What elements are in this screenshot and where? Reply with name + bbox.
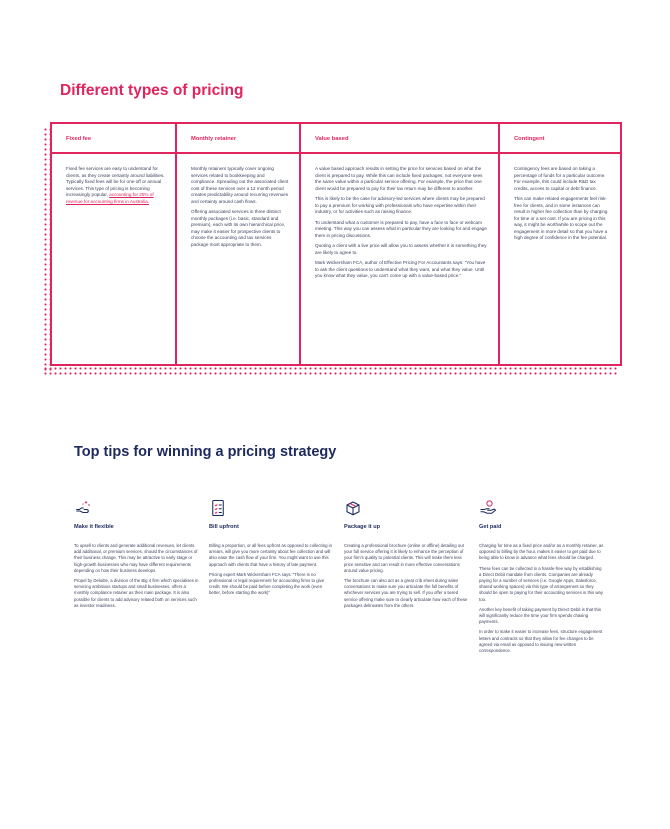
tip-body [344,543,469,609]
paragraph: Billing a proportion, or all fees upfront as opposed to collecting in arrears, will give you more certainty about fee collection and will also ease the cash flow of your firm. You might want to use this approach with clients that have a history of late payment. [209,543,333,567]
paragraph: Propel by Deloitte, a division of the Big 4 firm which specialises in servicing ambitious startups and small businesses, offers a monthly compliance retainer as their main package. It is also possible for clients to add advisory related both on services such as investor readiness. [74,578,199,608]
column-heading: Value based [301,124,498,154]
revenue-stat-link[interactable]: accounting for 25% of revenue for accounting firms in Australia. [66,192,154,204]
column-heading: Fixed fee [52,124,175,154]
paragraph: The brochure can also act as a great crib sheet during sales conversations to make sure you articulate the full benefits of whichever services you are trying to sell. If you offer a tiered service offering make sure to clearly articulate how each of these packages delineates from the others. [344,578,468,608]
column-heading: Contingent [500,124,620,154]
tip-heading: Package it up [344,524,381,530]
paragraph: To upsell to clients and generate additional revenues, let clients add additional, or premium services, should the circumstances of their business change. This may be attractive to early stage or high-growth businesses who may have different requirements depending on how their business develops. [74,543,198,573]
paragraph: Monthly retainers typically cover ongoing services related to bookkeeping and compliance. Spreading out the associated client cost of these services over a 12 month period creates predictability around recurring revenues and certainty around cash flows. [191,166,289,204]
tip-bill-upfront [209,499,344,658]
package-box-icon [344,499,362,517]
pricing-column-value-based [301,124,500,364]
column-body [52,154,175,205]
document-checklist-icon [209,499,227,517]
paragraph: These fees can be collected in a hassle-free way by establishing a Direct Debit mandate from clients. Companies are already paying for a number of services (i.e. Google Apps, Salesforce, shared working spaces) via this type of arrangement so they should be open to paying for their accounting services in this way too. [479,565,603,602]
tips-grid [74,499,614,658]
paragraph: Offering associated services in three distinct monthly packages (i.e. basic, standard and premium), each with its own hierarchical price, may make it easier for prospective clients to choose the accounting and tax services package most appropriate to them. [191,209,286,247]
pricing-title: Different types of pricing [60,82,244,99]
tip-package-it-up [344,499,479,658]
column-heading: Monthly retainer [177,124,299,154]
paragraph: Pricing expert Mark Wickersham FCA says: “There is no professional or legal requirement for accounting firms to give credit. We should be paid before completing the work (even better, before starting the work)” [209,571,325,596]
tip-body [479,543,604,654]
tip-get-paid [479,499,614,658]
paragraph: This is likely to be the case for advisory-led services where clients may be prepared to pay a premium for working with professionals who have expertise within their industry, or for activities such as raising finance. [315,196,485,214]
paragraph-text: Fixed fee services are easy to understand for clients, as they create certainty around liabilities. Typically fixed fees will be for one-off or annual services. This type of pricing is becoming increasingly popular, [66,166,165,197]
tip-body [74,543,199,609]
tips-title: Top tips for winning a pricing strategy [74,444,337,460]
column-body [177,154,299,248]
paragraph: Another key benefit of taking payment by Direct Debit is that this will significantly reduce the time your firm spends chasing payments. [479,606,602,625]
paragraph: In order to make it easier to increase fees, structure engagement letters and contracts so that they allow for fee changes to be agreed via email as opposed to issuing new written correspondence. [479,629,603,654]
hand-coin-icon [479,499,497,517]
paragraph: Quoting a client with a live price will allow you to assess whether it is something they are likely to agree to. [315,243,487,255]
dotted-shadow-bottom [43,366,617,375]
paragraph: Contingency fees are based on taking a percentage of funds for a particular outcome. For example, this could include R&D tax credits, access to capital or debt finance. [514,166,606,191]
paragraph: This can make related engagements feel risk-free for clients, and in some instances can result in higher fee collection than by charging for time or a set cost. If you are pricing in this way, it might be worthwhile to scope out the engagement in more detail so that you have a high degree of confidence in the fee potential. [514,196,608,240]
paragraph: A value based approach results in setting the price for services based on what the client is prepared to pay. While this can include fixed packages, not everyone sees the same value within a particular service offering. For example, the price that one client would be prepared to pay for their tax return may be different to another. [315,166,483,191]
tip-heading: Bill upfront [209,524,239,530]
pricing-column-monthly-retainer [177,124,301,364]
paragraph: To understand what a customer is prepared to pay, have a face to face or webcam meeting. This way you can assess what in particular they are looking for and engage them in pricing discussions. [315,219,487,238]
column-body [500,154,620,242]
sparkle-hand-icon [74,499,92,517]
paragraph [66,166,165,205]
tip-make-it-flexible [74,499,209,658]
tip-heading: Get paid [479,524,502,530]
paragraph: Creating a professional brochure (online or offline) detailing out your full service offering it is likely to enhance the perception of your firm’s quality to potential clients. This will make them less price sensitive and can result in more effective conversations around value pricing. [344,543,464,573]
pricing-column-fixed-fee [52,124,177,364]
column-body [301,154,498,280]
pricing-column-contingent [500,124,620,364]
pricing-table [50,122,622,366]
tip-heading: Make it flexible [74,524,114,530]
tip-body [209,543,334,597]
paragraph: Mark Wickersham FCA, author of Effective Pricing For Accountants says: “You have to ask the client questions to understand what they want, and what they value. Until you know what they value, you can’t come up with a value-based price.” [315,260,486,278]
paragraph: Charging for time as a fixed price and/or as a monthly retainer, as opposed to billing by the hour, makes it easier to get paid due to being able to know in advance what fees should be charged. [479,543,604,561]
